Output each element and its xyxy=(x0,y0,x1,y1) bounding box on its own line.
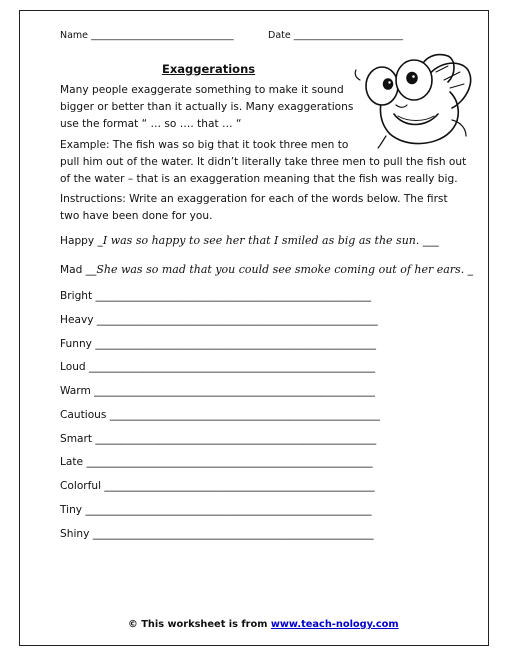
answer-word: Warm xyxy=(60,385,91,397)
sample-row xyxy=(60,234,439,247)
example-line: of the water – that is an exaggeration meaning that the fish was really big. xyxy=(60,173,458,185)
sample-row xyxy=(60,263,473,276)
answer-row[interactable] xyxy=(60,338,376,350)
example-paragraph xyxy=(60,137,466,188)
sample-word: Happy xyxy=(60,235,95,247)
sample-answer: She was so mad that you could see smoke coming out of her ears. xyxy=(96,263,465,276)
sample-tail: _ xyxy=(464,264,473,276)
answer-word: Tiny xyxy=(60,504,83,516)
name-label: Name xyxy=(60,30,89,41)
answer-row[interactable] xyxy=(60,456,372,468)
page-title: Exaggerations xyxy=(162,62,256,76)
answer-row[interactable] xyxy=(60,433,376,445)
answer-row[interactable] xyxy=(60,504,371,516)
answer-word: Cautious xyxy=(60,409,107,421)
sample-lead: _ xyxy=(94,235,103,247)
date-label: Date xyxy=(268,30,291,41)
name-blank: ______________________________ xyxy=(91,30,234,41)
intro-paragraph xyxy=(60,82,353,133)
answer-row[interactable] xyxy=(60,314,378,326)
answer-line[interactable]: ___________________________________________________ xyxy=(104,480,375,492)
footer-prefix: © This worksheet is from xyxy=(128,619,271,630)
answer-word: Smart xyxy=(60,433,93,445)
answer-line[interactable]: ___________________________________________________ xyxy=(109,409,380,421)
example-line: pull him out of the water. It didn’t literally take three men to pull the fish out xyxy=(60,156,467,168)
instructions-line: two have been done for you. xyxy=(60,210,213,222)
name-field xyxy=(60,30,234,41)
answer-row[interactable] xyxy=(60,528,373,540)
sample-tail: ___ xyxy=(419,235,439,247)
cartoon-fly-icon xyxy=(352,50,478,150)
sample-answer: I was so happy to see her that I smiled as big as the sun. xyxy=(102,234,420,247)
answer-word: Late xyxy=(60,456,84,468)
answer-word: Bright xyxy=(60,290,93,302)
answer-line[interactable]: _____________________________________________________ xyxy=(94,385,375,397)
instructions-paragraph xyxy=(60,191,448,225)
instructions-line: Instructions: Write an exaggeration for each of the words below. The first xyxy=(60,193,448,205)
answer-line[interactable]: ______________________________________________________ xyxy=(85,504,372,516)
answer-row[interactable] xyxy=(60,385,375,397)
answer-line[interactable]: ______________________________________________________ xyxy=(86,456,373,468)
answer-line[interactable]: _____________________________________________________ xyxy=(95,433,377,445)
date-blank: _______________________ xyxy=(293,30,403,41)
answer-line[interactable]: _____________________________________________________ xyxy=(92,528,374,540)
answer-line[interactable]: ____________________________________________________ xyxy=(95,290,371,302)
answer-line[interactable]: ______________________________________________________ xyxy=(89,361,376,373)
answer-word: Funny xyxy=(60,338,92,350)
date-field xyxy=(268,30,403,41)
answer-line[interactable]: _____________________________________________________ xyxy=(95,338,377,350)
footer-link[interactable]: www.teach-nology.com xyxy=(270,619,399,630)
intro-line: bigger or better than it actually is. Many exaggerations xyxy=(60,101,354,113)
answer-word: Loud xyxy=(60,361,86,373)
answer-row[interactable] xyxy=(60,290,371,302)
example-line: Example: The fish was so big that it took three men to xyxy=(60,139,349,151)
intro-line: Many people exaggerate something to make it sound xyxy=(60,84,344,96)
answer-row[interactable] xyxy=(60,480,375,492)
answer-word: Colorful xyxy=(60,480,102,492)
answer-word: Shiny xyxy=(60,528,90,540)
answer-line[interactable]: _____________________________________________________ xyxy=(96,314,378,326)
answer-row[interactable] xyxy=(60,409,380,421)
answer-row[interactable] xyxy=(60,361,375,373)
answer-word: Heavy xyxy=(60,314,94,326)
sample-word: Mad xyxy=(60,264,83,276)
footer-credit xyxy=(128,619,399,630)
intro-line: use the format “ … so …. that … “ xyxy=(60,118,242,130)
sample-lead: __ xyxy=(82,264,97,276)
